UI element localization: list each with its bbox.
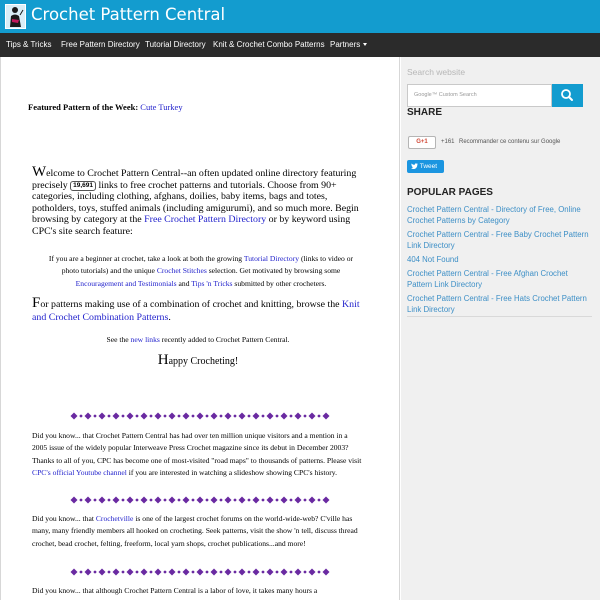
free-crochet-pattern-directory-link[interactable]: Free Crochet Pattern Directory xyxy=(144,214,267,226)
diamond-divider-icon xyxy=(70,568,330,576)
dyk3-text-1: Did you know... that although Crochet Pattern Central is a labor of love, it takes many hours a xyxy=(32,586,318,595)
tips-n-tricks-link[interactable]: Tips 'n Tricks xyxy=(191,278,233,288)
site-header xyxy=(0,0,600,33)
nav-item-partners[interactable] xyxy=(330,40,367,49)
beginner-text-1: If you are a beginner at crochet, take a look at both the growing xyxy=(48,254,243,263)
welcome-dropcap: W xyxy=(32,164,47,180)
popular-page-link[interactable]: Crochet Pattern Central - Directory of Free, Online Crochet Patterns by Category xyxy=(407,205,581,225)
crochet-stitches-link[interactable]: Crochet Stitches xyxy=(156,266,207,276)
popular-page-link[interactable]: Crochet Pattern Central - Free Hats Crochet Pattern Link Directory xyxy=(407,294,587,314)
beginner-paragraph xyxy=(40,253,362,290)
diamond-divider-icon xyxy=(70,496,330,504)
popular-pages-heading: POPULAR PAGES xyxy=(407,187,493,198)
beginner-text-3: selection. Get motivated by browsing some xyxy=(208,266,341,276)
google-plus-count: +161 xyxy=(441,139,455,145)
did-you-know-3 xyxy=(32,585,364,597)
search-placeholder: Google™ Custom Search xyxy=(414,92,477,98)
google-plus-recommend-text: Recommander ce contenu sur Google xyxy=(459,139,561,145)
combo-text: or patterns making use of a combination of crochet and knitting, browse the xyxy=(40,299,340,310)
welcome-text-3: or by keyword using CPC's site search feature: xyxy=(32,214,351,237)
crocheter-logo-icon[interactable] xyxy=(5,4,26,29)
nav-item-knit-crochet-combo[interactable]: Knit & Crochet Combo Patterns xyxy=(213,40,325,49)
sidebar-divider xyxy=(407,316,592,317)
search-label: Search website xyxy=(407,67,466,77)
happy-text: appy Crocheting! xyxy=(168,356,239,367)
popular-page-link[interactable]: Crochet Pattern Central - Free Baby Crochet Pattern Link Directory xyxy=(407,230,589,250)
knit-crochet-combination-link[interactable]: Knit and Crochet Combination Patterns xyxy=(32,299,360,323)
popular-page-link[interactable]: 404 Not Found xyxy=(407,255,459,264)
chevron-down-icon xyxy=(363,43,367,46)
tweet-button[interactable] xyxy=(407,160,444,173)
nav-item-tutorial-directory[interactable]: Tutorial Directory xyxy=(145,40,206,49)
featured-label: Featured Pattern of the Week: xyxy=(28,102,139,112)
dyk2-text-2: is one of the largest crochet forums on the world-wide-web? C'ville has many, many friendly members all hooked on crocheting. Seek patterns, visit the show 'n tell, discuss thread crochet, bead crochet, felting, freeform, local yarn shops, crochet publications...and more! xyxy=(32,514,358,548)
combo-end: . xyxy=(168,312,171,323)
beginner-text-4: and xyxy=(178,278,190,288)
search-button[interactable] xyxy=(552,84,583,107)
main-navigation xyxy=(0,33,600,57)
tutorial-directory-link[interactable]: Tutorial Directory xyxy=(243,254,300,263)
newlinks-text-2: recently added to Crochet Pattern Central. xyxy=(161,335,290,344)
happy-dropcap: H xyxy=(157,352,169,368)
search-input[interactable] xyxy=(407,84,552,107)
popular-page-link[interactable]: Crochet Pattern Central - Free Afghan Crochet Pattern Link Directory xyxy=(407,269,568,289)
did-you-know-1 xyxy=(32,430,364,480)
search-icon xyxy=(552,84,583,107)
welcome-text-1: elcome to Crochet Pattern Central--an often updated online directory featuring precisely xyxy=(32,168,357,191)
did-you-know-2 xyxy=(32,513,364,550)
combo-dropcap: F xyxy=(32,295,41,311)
share-heading: SHARE xyxy=(407,107,443,118)
featured-pattern xyxy=(28,102,183,112)
dyk1-text-1: Did you know... that Crochet Pattern Central has had over ten million unique visitors and a mention in a 2005 issue of the widely popular Interweave Press Crochet magazine since its debut in December 2003? Thanks to all of you, CPC has become one of most-visited "road maps" to thousands of patterns. Please visit xyxy=(32,431,362,465)
encouragement-testimonials-link[interactable]: Encouragement and Testimonials xyxy=(75,278,177,288)
happy-crocheting xyxy=(32,352,364,368)
google-plus-one-button[interactable]: G+1 xyxy=(408,136,436,149)
nav-item-partners-label: Partners xyxy=(330,40,361,49)
new-links-line xyxy=(32,335,364,344)
twitter-bird-icon xyxy=(411,163,418,169)
dyk1-text-2: if you are interested in watching a slideshow showing CPC's history. xyxy=(128,468,337,478)
dyk2-text-1: Did you know... that xyxy=(32,514,94,523)
beginner-text-5: submitted by other crocheters. xyxy=(234,278,327,288)
nav-item-tips-tricks[interactable]: Tips & Tricks xyxy=(6,40,52,49)
nav-item-free-pattern-directory[interactable]: Free Pattern Directory xyxy=(61,40,140,49)
welcome-text-2: links to free crochet patterns and tutorials. Choose from 90+ categories, including clothing, afghans, doilies, baby items, bags and totes, potholders, toys, stuffed animals (including amigurumi), and so much more. Begin browsing by category at the xyxy=(32,179,359,226)
youtube-channel-link[interactable]: CPC's official Youtube channel xyxy=(32,468,127,478)
site-title[interactable]: Crochet Pattern Central xyxy=(31,5,226,24)
tweet-label: Tweet xyxy=(419,163,438,170)
featured-pattern-link[interactable]: Cute Turkey xyxy=(140,102,183,112)
link-count-badge: 19,691 xyxy=(70,181,96,191)
diamond-divider-icon xyxy=(70,412,330,420)
new-links-link[interactable]: new links xyxy=(130,335,160,344)
sidebar xyxy=(401,57,600,600)
popular-pages-list xyxy=(407,204,592,318)
crochetville-link[interactable]: Crochetville xyxy=(95,514,134,523)
newlinks-text-1: See the xyxy=(106,335,129,344)
welcome-paragraph xyxy=(32,164,364,238)
combo-paragraph xyxy=(32,295,364,324)
beginner-text-2: (links to video or photo tutorials) and the unique xyxy=(61,254,354,276)
